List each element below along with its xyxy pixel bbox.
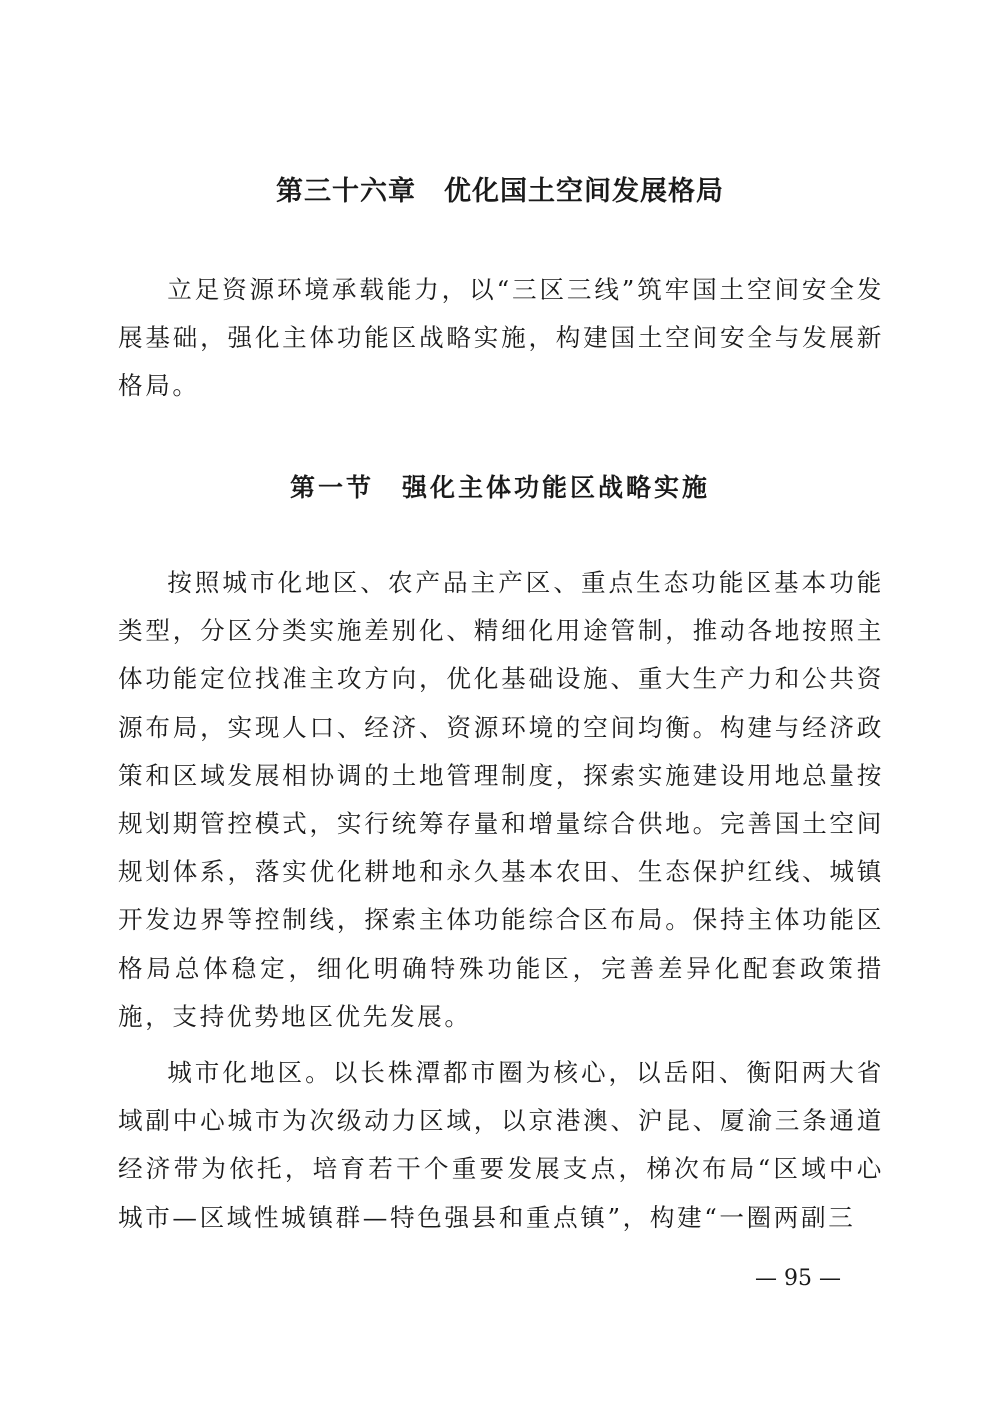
body-paragraph: 城市化地区。以长株潭都市圈为核心，以岳阳、衡阳两大省域副中心城市为次级动力区域，以京港澳、沪昆、厦渝三条通道经济带为依托，培育若干个重要发展支点，梯次布局“区域中心城市—区域性城镇群—特色强县和重点镇”，构建“一圈两副三 bbox=[118, 1058, 884, 1232]
intro-paragraph: 立足资源环境承载能力，以“三区三线”筑牢国土空间安全发展基础，强化主体功能区战略实施，构建国土空间安全与发展新格局。 bbox=[118, 275, 884, 401]
page-number: — 95 — bbox=[755, 1266, 841, 1291]
section-title: 第一节 强化主体功能区战略实施 bbox=[289, 473, 710, 502]
chapter-title: 第三十六章 优化国土空间发展格局 bbox=[276, 176, 724, 207]
body-paragraph: 按照城市化地区、农产品主产区、重点生态功能区基本功能类型，分区分类实施差别化、精细化用途管制，推动各地按照主体功能定位找准主攻方向，优化基础设施、重大生产力和公共资源布局，实现人口、经济、资源环境的空间均衡。构建与经济政策和区域发展相协调的土地管理制度，探索实施建设用地总量按规划期管控模式，实行统筹存量和增量综合供地。完善国土空间规划体系，落实优化耕地和永久基本农田、生态保护红线、城镇开发边界等控制线，探索主体功能综合区布局。保持主体功能区格局总体稳定，细化明确特殊功能区，完善差异化配套政策措施，支持优势地区优先发展。 bbox=[118, 568, 884, 1031]
